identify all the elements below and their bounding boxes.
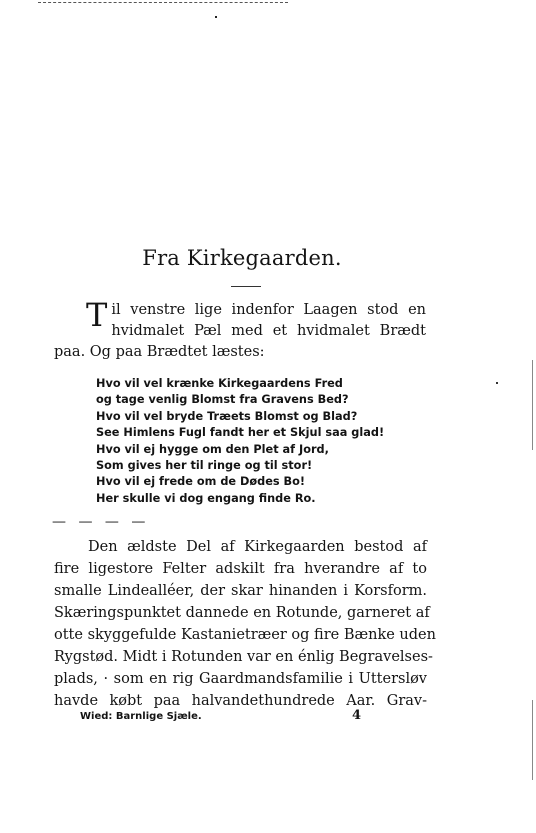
opening-paragraph-text: il venstre lige indenfor Laagen stod en hvidmalet Pæl med et hvidmalet Brædt paa. Og paa Brædtet læstes: xyxy=(54,302,426,360)
inscription-poem xyxy=(96,376,436,507)
ink-speck xyxy=(215,16,217,18)
body-line: fire ligestore Felter adskilt fra hverandre af to xyxy=(54,561,427,577)
poem-line: Som gives her til ringe og til stor! xyxy=(96,459,313,473)
body-line: Rygstød. Midt i Rotunden var en énlig Begravelses- xyxy=(54,649,433,665)
body-line: havde købt paa halvandethundrede Aar. Grav- xyxy=(54,693,427,709)
opening-paragraph xyxy=(54,296,426,363)
page-edge-shadow xyxy=(532,700,533,780)
poem-line: Hvo vil ej frede om de Dødes Bo! xyxy=(96,475,306,489)
poem-line: og tage venlig Blomst fra Gravens Bed? xyxy=(96,393,349,407)
top-page-rule xyxy=(38,2,288,3)
poem-line: Her skulle vi dog engang finde Ro. xyxy=(96,491,316,505)
page-edge-shadow xyxy=(532,360,533,450)
body-line: otte skyggefulde Kastanietræer og fire Bænke uden xyxy=(54,627,436,643)
poem-line: Hvo vil vel krænke Kirkegaardens Fred xyxy=(96,377,343,390)
body-line: smalle Lindealléer, der skar hinanden i Korsform. xyxy=(54,583,427,599)
poem-line: Hvo vil vel bryde Træets Blomst og Blad? xyxy=(96,409,358,423)
title-underline xyxy=(231,286,261,287)
body-paragraph xyxy=(54,536,436,712)
drop-cap: T xyxy=(86,296,108,334)
poem-line: See Himlens Fugl fandt her et Skjul saa glad! xyxy=(96,426,385,440)
margin-speck xyxy=(496,382,498,384)
body-line: Skæringspunktet dannede en Rotunde, garneret af xyxy=(54,605,430,621)
body-line: plads, · som en rig Gaardmandsfamilie i Uttersløv xyxy=(54,671,427,687)
section-separator: — — — — xyxy=(52,514,150,530)
chapter-title: Fra Kirkegaarden. xyxy=(142,246,342,270)
signature-mark: Wied: Barnlige Sjæle. xyxy=(80,711,202,722)
body-line: Den ældste Del af Kirkegaarden bestod af xyxy=(88,539,427,555)
poem-line: Hvo vil ej hygge om den Plet af Jord, xyxy=(96,442,329,456)
sheet-number: 4 xyxy=(352,708,362,723)
